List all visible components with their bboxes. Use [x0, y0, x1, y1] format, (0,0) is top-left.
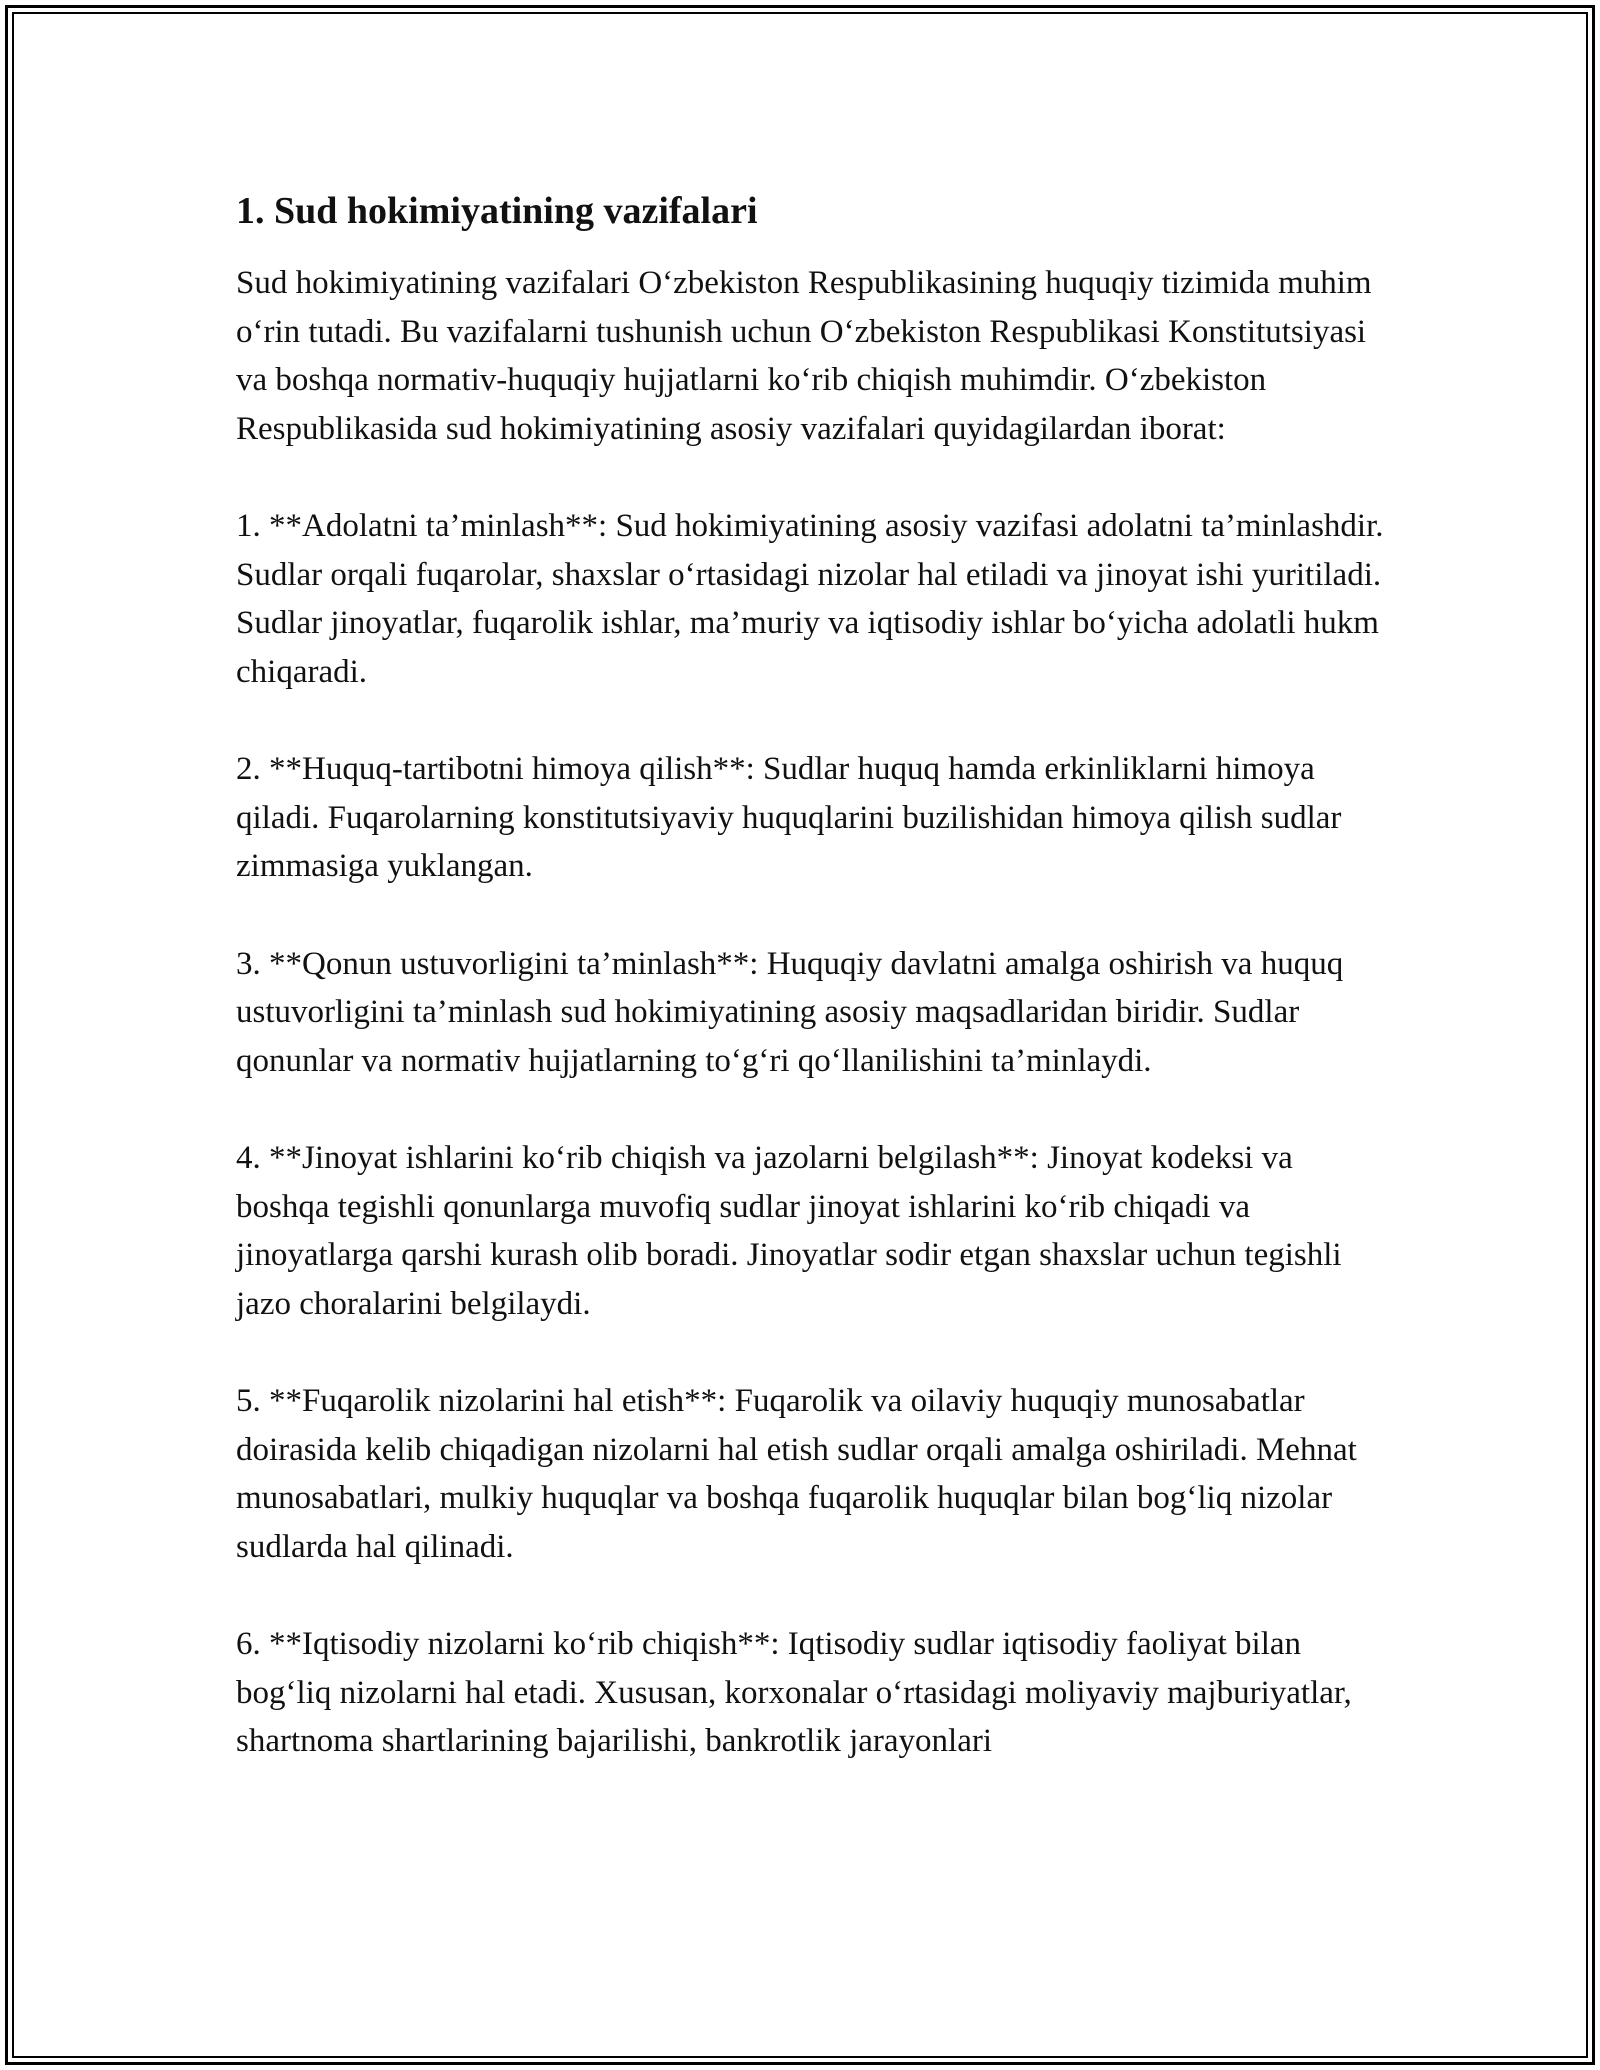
list-item-huquq-tartibot: 2. **Huquq-tartibotni himoya qilish**: Sudlar huquq hamda erkinliklarni himoya qiladi. Fuqarolarning konstitutsiyaviy huquqlarini buzilishidan himoya qilish sudlar zimmasiga yuklangan.: [236, 751, 1342, 884]
intro-paragraph: Sud hokimiyatining vazifalari O‘zbekiston Respublikasining huquqiy tizimida muhim o‘rin tutadi. Bu vazifalarni tushunish uchun O‘zbekiston Respublikasi Konstitutsiyasi va boshqa normativ-huquqiy hujjatlarni ko‘rib chiqish muhimdir. O‘zbekiston Respublikasida sud hokimiyatining asosiy vazifalari quyidagilardan iborat:: [236, 265, 1372, 447]
list-item-adolat: 1. **Adolatni ta’minlash**: Sud hokimiyatining asosiy vazifasi adolatni ta’minlashdir. Sudlar orqali fuqarolar, shaxslar o‘rtasidagi nizolar hal etiladi va jinoyat ishi yuritiladi. Sudlar jinoyatlar, fuqarolik ishlar, ma’muriy va iqtisodiy ishlar bo‘yicha adolatli hukm chiqaradi.: [236, 508, 1384, 690]
list-item-fuqarolik-nizolari: 5. **Fuqarolik nizolarini hal etish**: Fuqarolik va oilaviy huquqiy munosabatlar doirasida kelib chiqadigan nizolarni hal etish sudlar orqali amalga oshiriladi. Mehnat munosabatlari, mulkiy huquqlar va boshqa fuqarolik huquqlar bilan bog‘liq nizolar sudlarda hal qilinadi.: [236, 1383, 1357, 1565]
list-item-iqtisodiy-nizolar: 6. **Iqtisodiy nizolarni ko‘rib chiqish**: Iqtisodiy sudlar iqtisodiy faoliyat bilan bog‘liq nizolarni hal etadi. Xususan, korxonalar o‘rtasidagi moliyaviy majburiyatlar, shartnoma shartlarining bajarilishi, bankrotlik jarayonlari: [236, 1626, 1352, 1759]
document-body: [236, 185, 1386, 1815]
document-title: 1. Sud hokimiyatining vazifalari: [236, 190, 758, 232]
list-item-jinoyat-ishlari: 4. **Jinoyat ishlarini ko‘rib chiqish va jazolarni belgilash**: Jinoyat kodeksi va boshqa tegishli qonunlarga muvofiq sudlar jinoyat ishlarini ko‘rib chiqadi va jinoyatlarga qarshi kurash olib boradi. Jinoyatlar sodir etgan shaxslar uchun tegishli jazo choralarini belgilaydi.: [236, 1140, 1342, 1322]
list-item-qonun-ustuvorligi: 3. **Qonun ustuvorligini ta’minlash**: Huquqiy davlatni amalga oshirish va huquq ustuvorligini ta’minlash sud hokimiyatining asosiy maqsadlaridan biridir. Sudlar qonunlar va normativ hujjatlarning to‘g‘ri qo‘llanilishini ta’minlaydi.: [236, 945, 1344, 1079]
